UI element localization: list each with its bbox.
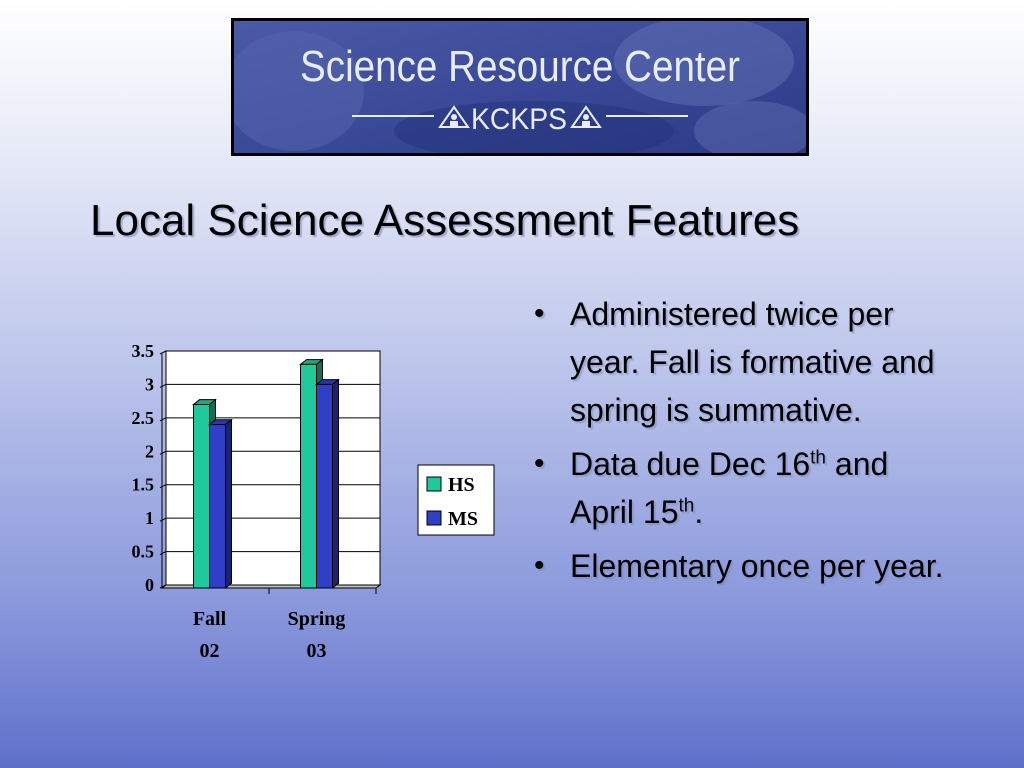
x-tick-label: 02 xyxy=(199,640,220,662)
science-resource-center-banner xyxy=(231,18,809,156)
y-tick-mark xyxy=(160,384,166,387)
bullet-item: • Elementary once per year. xyxy=(530,542,950,590)
y-tick-label: 1.5 xyxy=(131,474,154,495)
slide-title: Local Science Assessment Features xyxy=(90,196,800,245)
y-tick-label: 3 xyxy=(145,374,154,395)
bullet-item: • Administered twice per year. Fall is formative and spring is summative. xyxy=(530,290,950,434)
banner-subtitle: KCKPS xyxy=(471,103,567,136)
y-tick-mark xyxy=(160,351,166,354)
chart-y-tick-labels xyxy=(132,341,155,595)
legend-label-hs: HS xyxy=(448,474,475,496)
y-tick-label: 3.5 xyxy=(131,341,154,361)
y-tick-label: 0.5 xyxy=(131,541,154,562)
y-tick-mark xyxy=(160,518,166,521)
x-tick-label: 03 xyxy=(306,640,327,662)
bar-ms-0 xyxy=(210,420,232,588)
y-tick-label: 0 xyxy=(145,575,154,595)
bullet-item: • Data due Dec 16th and April 15th. xyxy=(530,440,950,536)
y-tick-label: 2 xyxy=(145,441,154,462)
banner-title: Science Resource Center xyxy=(300,42,740,91)
x-tick-label: Spring xyxy=(287,608,346,630)
chart-legend xyxy=(418,465,494,535)
banner-graphic xyxy=(234,21,806,153)
y-tick-label: 1 xyxy=(145,508,154,529)
legend-label-ms: MS xyxy=(448,508,478,530)
bar-ms-1 xyxy=(317,380,339,588)
y-tick-mark xyxy=(160,451,166,454)
x-tick-label: Fall xyxy=(192,608,227,630)
bullet-list xyxy=(530,290,950,596)
y-tick-label: 2.5 xyxy=(131,407,154,428)
y-tick-mark xyxy=(160,418,166,421)
y-tick-mark xyxy=(160,552,166,555)
chart-x-tick-labels xyxy=(193,608,346,662)
legend-swatch-ms xyxy=(427,511,441,525)
y-tick-mark xyxy=(160,485,166,488)
legend-swatch-hs xyxy=(427,477,441,491)
assessment-bar-chart xyxy=(100,335,500,665)
